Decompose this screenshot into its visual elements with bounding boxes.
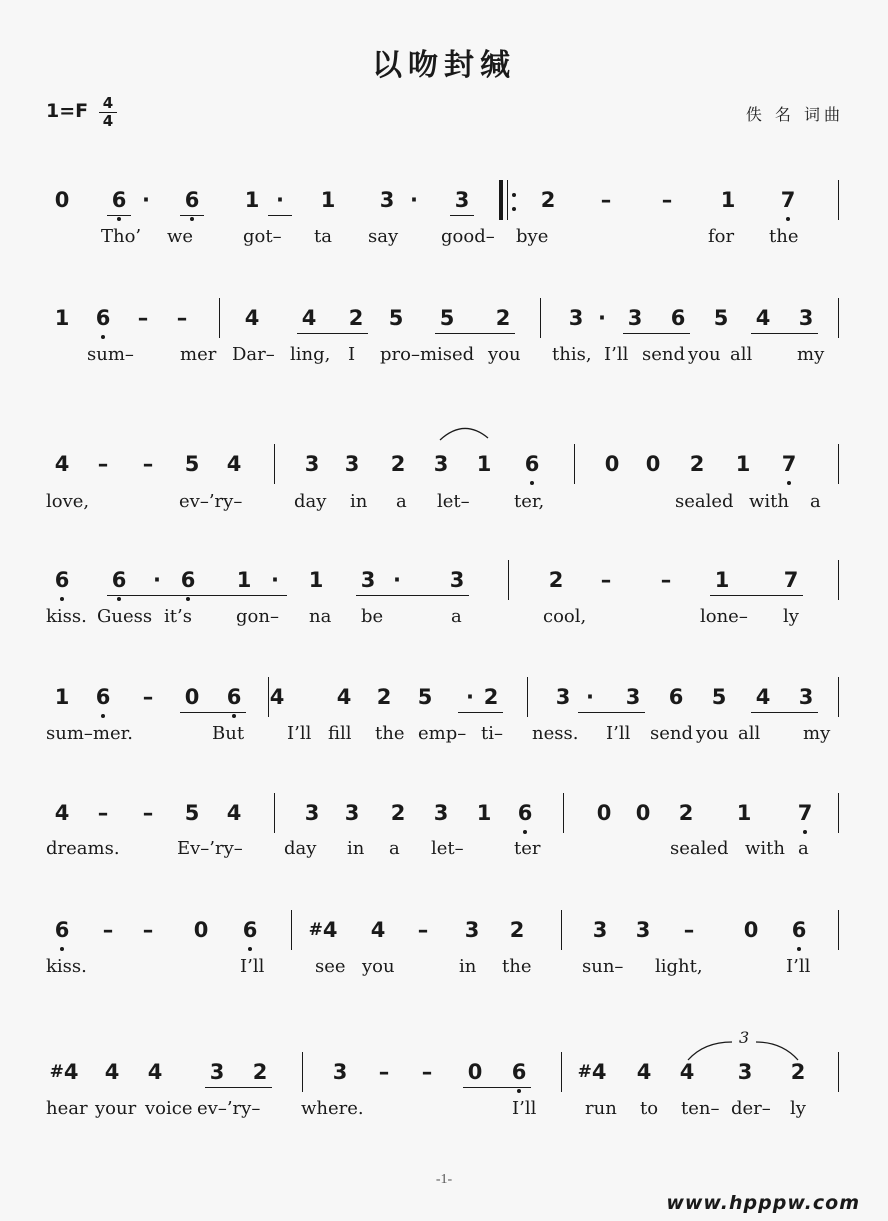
lyric-word: ev–’ry– [197,1098,261,1119]
note: 0 [635,801,651,825]
lyric-word: Tho’ [101,226,142,247]
note: 6 [108,188,130,212]
note: 7 [783,568,799,592]
lyric-word: love, [46,491,90,512]
lyric-word: the [375,723,405,744]
lyric-word: emp– [418,723,467,744]
note: 6 [668,685,684,709]
credit-text: 佚 名 词曲 [745,105,844,124]
lyric-word: to [640,1098,659,1119]
lyric-word: you [696,723,729,744]
note: 2 [548,568,564,592]
lyric-word: this, [552,344,592,365]
note: 2 [252,1060,268,1084]
note: 2 [678,801,694,825]
note: 5 [439,306,455,330]
barline [838,298,839,338]
note: 5 [184,801,200,825]
lyric-word: it’s [164,606,192,627]
lyric-word: pro–mised [380,344,475,365]
note: – [660,568,672,592]
note: 3 [454,188,470,212]
lyric-word: let– [437,491,470,512]
lyric-word: But [212,723,245,744]
lyric-word: ness. [532,723,579,744]
lyric-word: I’ll [512,1098,537,1119]
note: 3 [627,306,643,330]
sharp-sign: # [308,920,323,940]
note: 0 [54,188,70,212]
note: 5 [388,306,404,330]
note: 7 [777,188,799,212]
lyric-word: a [798,838,809,859]
note: 4 [336,685,352,709]
lyric-word: I’ll [287,723,312,744]
note: 1 [736,801,752,825]
song-title: 以吻封缄 [372,48,516,83]
repeat-barline-thin [507,180,508,220]
note: 3 [555,685,571,709]
time-signature [99,96,117,129]
beam-underline [751,712,818,713]
note: 6 [108,568,130,592]
beam-underline [751,333,818,334]
barline [219,298,220,338]
note: 6 [514,801,536,825]
note: 4 [147,1060,163,1084]
note: 4 [54,801,70,825]
note: 0 [193,918,209,942]
barline [291,910,292,950]
lyric-word: ter [514,838,541,859]
note: – [137,306,149,330]
note: 3 [625,685,641,709]
lyric-word: all [730,344,753,365]
barline [838,444,839,484]
beam-underline [268,215,292,216]
lyric-word: I’ll [786,956,811,977]
note: 3 [737,1060,753,1084]
lyric-word: all [738,723,761,744]
lyric-word: a [810,491,821,512]
note: 3 [332,1060,348,1084]
lyric-word: day [284,838,317,859]
note: 3 [433,452,449,476]
barline [274,444,275,484]
note: · [271,568,279,592]
barline [561,1052,562,1092]
note: – [417,918,429,942]
note: 0 [604,452,620,476]
lyric-word: I’ll [606,723,631,744]
lyric-word: with [749,491,789,512]
lyric-word: mer [180,344,217,365]
note: 4 [226,452,242,476]
triplet-number: 3 [739,1028,750,1047]
barline [527,677,528,717]
lyric-word: dreams. [46,838,120,859]
lyric-word: hear [46,1098,88,1119]
note: 3 [344,452,360,476]
repeat-dot [512,207,516,211]
beam-underline [107,595,200,596]
note: 2 [540,188,556,212]
lyric-word: Guess [97,606,153,627]
note: 0 [467,1060,483,1084]
note: 6 [239,918,261,942]
lyric-word: we [167,226,194,247]
note: 3 [464,918,480,942]
sharp-sign: # [49,1062,64,1082]
note: · [410,188,418,212]
beam-underline [180,215,204,216]
lyric-word: der– [731,1098,771,1119]
note: 1 [320,188,336,212]
note: 4 [636,1060,652,1084]
beam-underline [205,1087,272,1088]
barline [838,910,839,950]
sharp-sign: # [577,1062,592,1082]
barline [838,677,839,717]
lyric-word: kiss. [46,956,87,977]
note: 5 [184,452,200,476]
note: 1 [735,452,751,476]
note: 3 [798,306,814,330]
note: 0 [184,685,200,709]
note: 1 [714,568,730,592]
lyric-word: cool, [543,606,587,627]
lyric-word: ta [314,226,332,247]
lyric-word: see [315,956,346,977]
lyric-word: a [396,491,407,512]
note: – [661,188,673,212]
note: 1 [308,568,324,592]
note: 4 [370,918,386,942]
barline [274,793,275,833]
note: 5 [711,685,727,709]
lyric-word: the [502,956,532,977]
note: 3 [635,918,651,942]
beam-underline [463,1087,531,1088]
note: 4 [269,685,285,709]
note: · [586,685,594,709]
note: 5 [417,685,433,709]
lyric-word: Dar– [232,344,275,365]
note: 6 [181,188,203,212]
lyric-word: gon– [236,606,279,627]
beam-underline [435,333,515,334]
repeat-barline [499,180,503,220]
beam-underline [458,712,503,713]
beam-underline [578,712,645,713]
lyric-word: let– [431,838,464,859]
lyric-word: bye [516,226,549,247]
lyric-word: ti– [481,723,503,744]
note: 2 [790,1060,806,1084]
note: 1 [720,188,736,212]
page-number: -1- [435,1172,453,1187]
note: 1 [236,568,252,592]
lyric-word: a [451,606,462,627]
note: – [97,452,109,476]
lyric-word: in [347,838,365,859]
lyric-word: the [769,226,799,247]
note: – [102,918,114,942]
note: 7 [778,452,800,476]
note: · [276,188,284,212]
note: 4 [54,452,70,476]
lyric-word: ly [783,606,799,627]
lyric-word: voice [145,1098,193,1119]
note: 4 [244,306,260,330]
note: · [393,568,401,592]
note: 2 [390,452,406,476]
note: 3 [209,1060,225,1084]
lyric-word: ten– [681,1098,720,1119]
lyric-word: you [688,344,721,365]
lyric-word: be [361,606,384,627]
note: 2 [509,918,525,942]
note: 6 [670,306,686,330]
note: 6 [223,685,245,709]
lyric-word: I’ll [240,956,265,977]
barline [268,677,269,717]
lyric-word: lone– [700,606,748,627]
beam-underline [107,215,131,216]
note: 1 [476,801,492,825]
lyric-word: a [389,838,400,859]
note: – [421,1060,433,1084]
barline [838,180,839,220]
key-signature: 1=F [46,100,89,122]
note: 1 [244,188,260,212]
note-digit: 4 [322,918,338,942]
lyric-word: your [95,1098,137,1119]
barline [574,444,575,484]
note [307,918,339,942]
note: 4 [301,306,317,330]
note: 3 [592,918,608,942]
lyric-word: kiss. [46,606,87,627]
barline [838,1052,839,1092]
lyric-word: my [797,344,825,365]
lyric-word: in [350,491,368,512]
note: · [142,188,150,212]
lyric-word: say [368,226,399,247]
beam-underline [710,595,803,596]
note: – [378,1060,390,1084]
note: 3 [360,568,376,592]
note: 0 [645,452,661,476]
beam-underline [297,333,368,334]
note: 6 [92,685,114,709]
barline [302,1052,303,1092]
note: 3 [304,801,320,825]
note: 6 [51,568,73,592]
note: 3 [798,685,814,709]
note-digit: 4 [591,1060,607,1084]
lyric-word: day [294,491,327,512]
note [576,1060,608,1084]
lyric-word: ly [790,1098,806,1119]
note: 3 [568,306,584,330]
lyric-word: na [309,606,332,627]
note: 4 [679,1060,695,1084]
barline [561,910,562,950]
lyric-word: where. [301,1098,364,1119]
lyric-word: Ev–’ry– [177,838,243,859]
note: 2 [689,452,705,476]
lyric-word: my [803,723,831,744]
lyric-word: sum– [87,344,134,365]
note: · [466,685,474,709]
lyric-word: run [585,1098,617,1119]
note: 3 [304,452,320,476]
note: 2 [483,685,499,709]
note: 1 [54,685,70,709]
repeat-dot [512,193,516,197]
note: 4 [104,1060,120,1084]
barline [563,793,564,833]
note: – [600,188,612,212]
barline [838,560,839,600]
note: 2 [376,685,392,709]
lyric-word: send [642,344,686,365]
note: – [142,918,154,942]
lyric-word: in [459,956,477,977]
lyric-word: sealed [675,491,734,512]
beam-underline [623,333,690,334]
lyric-word: you [488,344,521,365]
lyric-word: with [745,838,785,859]
note: 3 [433,801,449,825]
note: · [153,568,161,592]
note: · [598,306,606,330]
barline [838,793,839,833]
note: 4 [226,801,242,825]
lyric-word: I [348,344,356,365]
lyric-word: sum–mer. [46,723,133,744]
note: 6 [788,918,810,942]
note: 6 [51,918,73,942]
note: – [683,918,695,942]
note: 3 [344,801,360,825]
note: 3 [449,568,465,592]
note: – [142,685,154,709]
note: 6 [521,452,543,476]
lyric-word: fill [328,723,352,744]
note: – [142,801,154,825]
barline [508,560,509,600]
watermark: www.hpppw.com [666,1192,860,1214]
note-digit: 4 [63,1060,79,1084]
note: 6 [508,1060,530,1084]
note: 6 [92,306,114,330]
lyric-word: light, [655,956,703,977]
lyric-word: for [708,226,735,247]
note: 6 [177,568,199,592]
lyric-word: you [362,956,395,977]
note: 2 [495,306,511,330]
note: 7 [794,801,816,825]
barline [540,298,541,338]
beam-underline [356,595,469,596]
time-signature-top: 4 [102,94,114,112]
lyric-word: good– [441,226,495,247]
lyric-word: sun– [582,956,624,977]
lyric-word: ling, [290,344,331,365]
note: 4 [755,306,771,330]
note: – [142,452,154,476]
note: – [97,801,109,825]
slur [436,424,496,444]
beam-underline [180,712,246,713]
lyric-word: sealed [670,838,729,859]
note: 3 [379,188,395,212]
note: – [176,306,188,330]
lyric-word: send [650,723,694,744]
lyric-word: I’ll [604,344,629,365]
lyric-word: ev–’ry– [179,491,243,512]
time-signature-bottom: 4 [102,112,114,130]
note: 4 [755,685,771,709]
note: – [600,568,612,592]
note: 0 [596,801,612,825]
note: 1 [54,306,70,330]
note: 2 [390,801,406,825]
note: 5 [713,306,729,330]
beam-underline [450,215,474,216]
note: 2 [348,306,364,330]
note: 0 [743,918,759,942]
lyric-word: ter, [514,491,545,512]
lyric-word: got– [243,226,282,247]
note: 1 [476,452,492,476]
note [48,1060,80,1084]
